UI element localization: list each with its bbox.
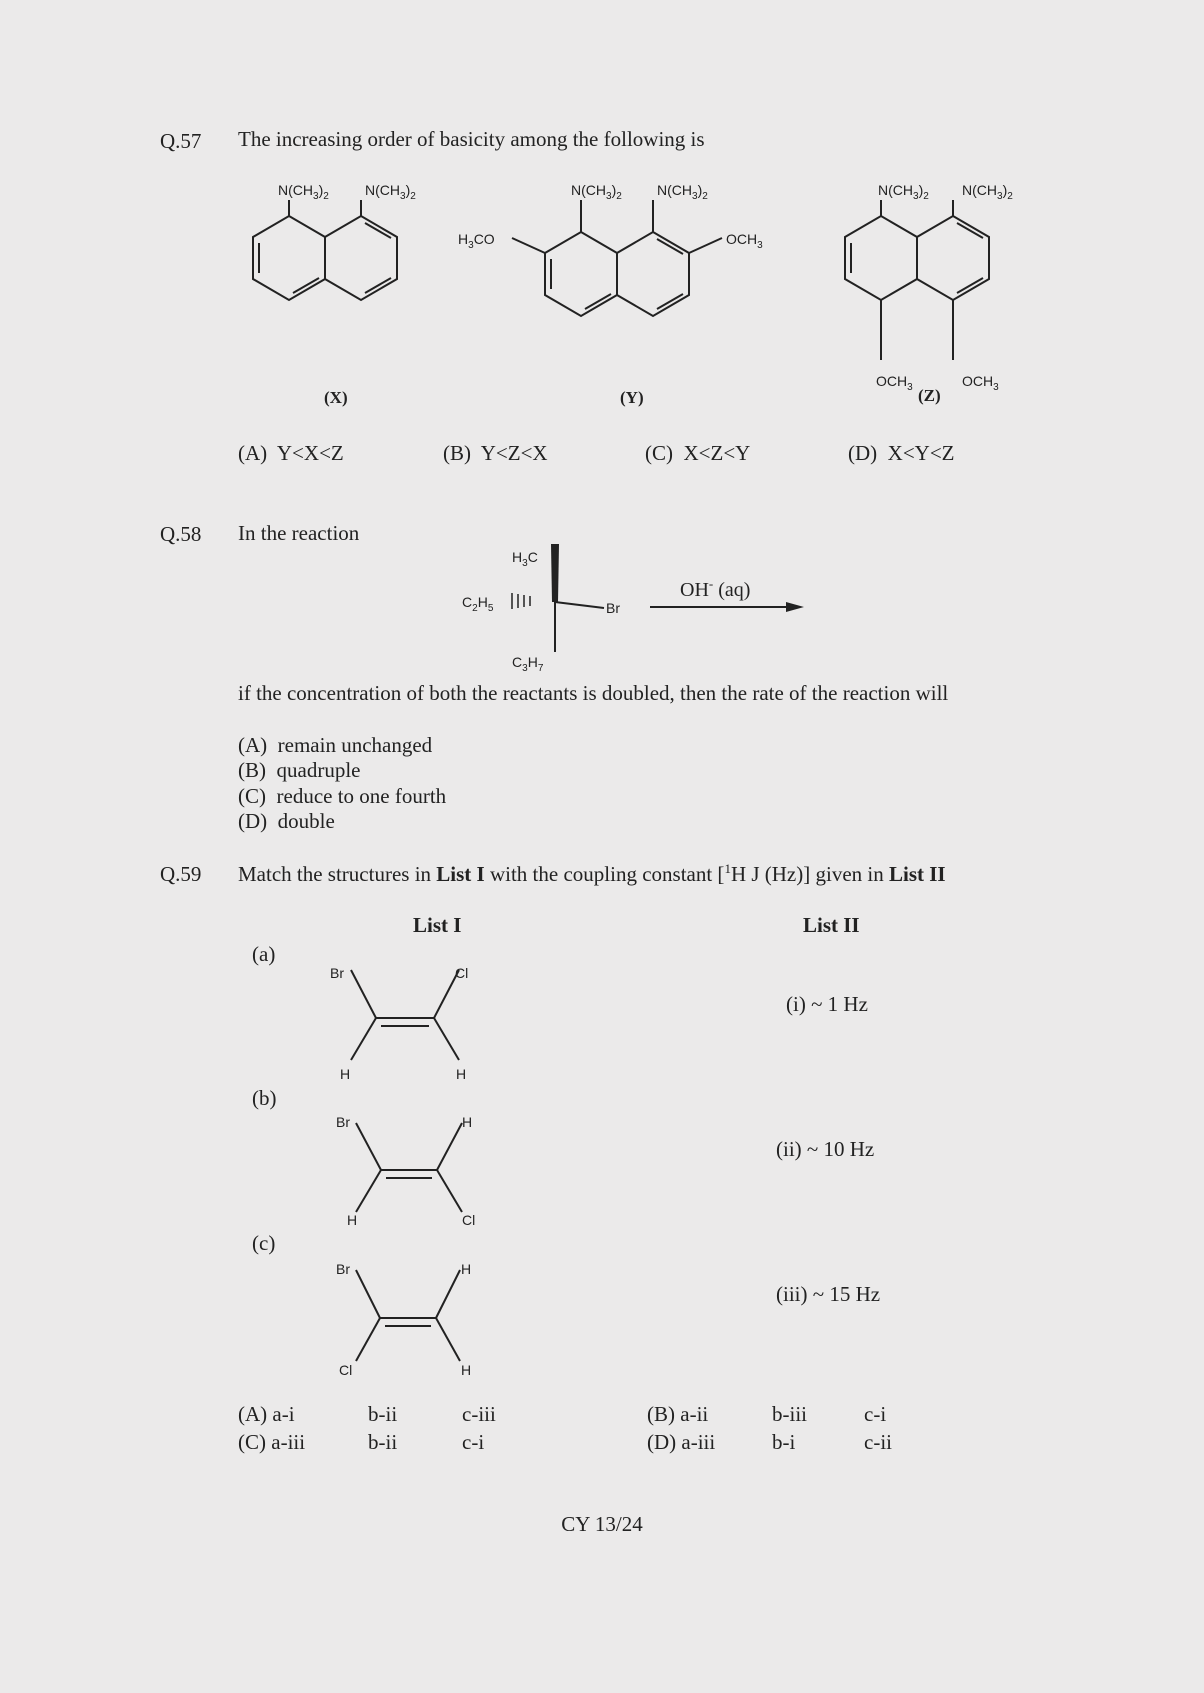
list1-heading: List I: [413, 913, 462, 937]
q59-number: Q.59: [160, 862, 202, 886]
q58-option-c[interactable]: (C) reduce to one fourth: [238, 784, 447, 808]
z-ome-right: $OCH_3$: [962, 373, 999, 393]
q58-text: if the concentration of both the reactants is doubled, then the rate of the reaction will: [238, 681, 949, 705]
b-br: Cl: [462, 1212, 476, 1228]
q59-option-b[interactable]: (B) a-ii b-iii c-i: [647, 1402, 887, 1426]
q58-reaction: [0, 540, 1204, 680]
a-tl: Br: [330, 965, 344, 981]
q57-option-c[interactable]: (C) X<Z<Y: [645, 441, 751, 465]
q58-option-d[interactable]: (D) double: [238, 809, 335, 833]
q58-intro: In the reaction: [238, 521, 360, 545]
b-bl: H: [347, 1212, 358, 1228]
q58-number: Q.58: [160, 522, 202, 546]
page-footer: CY 13/24: [561, 1512, 643, 1536]
hash-bond: [512, 593, 530, 609]
c-br: H: [461, 1362, 472, 1378]
q57-option-b[interactable]: (B) Y<Z<X: [443, 441, 548, 465]
alkene-b: [356, 1123, 462, 1212]
item-b-key: (b): [252, 1086, 277, 1110]
q57-structures: [0, 0, 1204, 430]
q58-option-a[interactable]: (A) remain unchanged: [238, 733, 433, 757]
q58-option-b[interactable]: (B) quadruple: [238, 758, 361, 782]
c-tl: Br: [336, 1261, 350, 1277]
q57-text: The increasing order of basicity among the following is: [238, 127, 705, 151]
q59-text: Match the structures in List I with the coupling constant [$^1$H J (Hz)] given in List II: [238, 861, 946, 886]
a-bl: H: [340, 1066, 351, 1082]
c-tr: H: [461, 1261, 472, 1277]
list2-item-ii: (ii) ~ 10 Hz: [776, 1137, 875, 1161]
a-br: H: [456, 1066, 467, 1082]
q58-ch3: $H_3C$: [512, 549, 538, 569]
structure-z: [845, 200, 989, 360]
q58-br: Br: [606, 600, 620, 616]
q57-number: Q.57: [160, 129, 202, 153]
list2-item-iii: (iii) ~ 15 Hz: [776, 1282, 881, 1306]
q59-option-c[interactable]: (C) a-iii b-ii c-i: [238, 1430, 485, 1454]
label-z: (Z): [918, 386, 941, 405]
x-nme2-right: $N(CH_3)_2$: [365, 182, 416, 202]
x-nme2-left: $N(CH_3)_2$: [278, 182, 329, 202]
y-meo: $H_3CO$: [458, 231, 495, 251]
z-ome-left: $OCH_3$: [876, 373, 913, 393]
label-x: (X): [324, 388, 348, 407]
y-nme2-right: $N(CH_3)_2$: [657, 182, 708, 202]
alkene-c: [356, 1270, 460, 1361]
c-bl: Cl: [339, 1362, 353, 1378]
q59-alkenes: [0, 940, 700, 1380]
q59-option-a[interactable]: (A) a-i b-ii c-iii: [238, 1402, 496, 1426]
z-nme2-right: $N(CH_3)_2$: [962, 182, 1013, 202]
b-tr: H: [462, 1114, 473, 1130]
q58-reagent: OH- (aq): [680, 576, 751, 601]
wedge-bond: [551, 544, 559, 602]
y-ome: $OCH_3$: [726, 231, 763, 251]
q58-propyl: $C_3H_7$: [512, 654, 544, 674]
structure-y: [512, 200, 722, 316]
b-tl: Br: [336, 1114, 350, 1130]
a-tr: Cl: [455, 965, 469, 981]
q57-option-d[interactable]: (D) X<Y<Z: [848, 441, 955, 465]
item-a-key: (a): [252, 942, 276, 966]
y-nme2-left: $N(CH_3)_2$: [571, 182, 622, 202]
alkene-a: [351, 970, 459, 1060]
q57-option-a[interactable]: (A) Y<X<Z: [238, 441, 344, 465]
q59-option-d[interactable]: (D) a-iii b-i c-ii: [647, 1430, 892, 1454]
list2-heading: List II: [803, 913, 860, 937]
z-nme2-left: $N(CH_3)_2$: [878, 182, 929, 202]
item-c-key: (c): [252, 1231, 276, 1255]
q58-ethyl: $C_2H_5$: [462, 594, 494, 614]
label-y: (Y): [620, 388, 644, 407]
list2-item-i: (i) ~ 1 Hz: [786, 992, 868, 1016]
structure-x: [253, 200, 397, 300]
